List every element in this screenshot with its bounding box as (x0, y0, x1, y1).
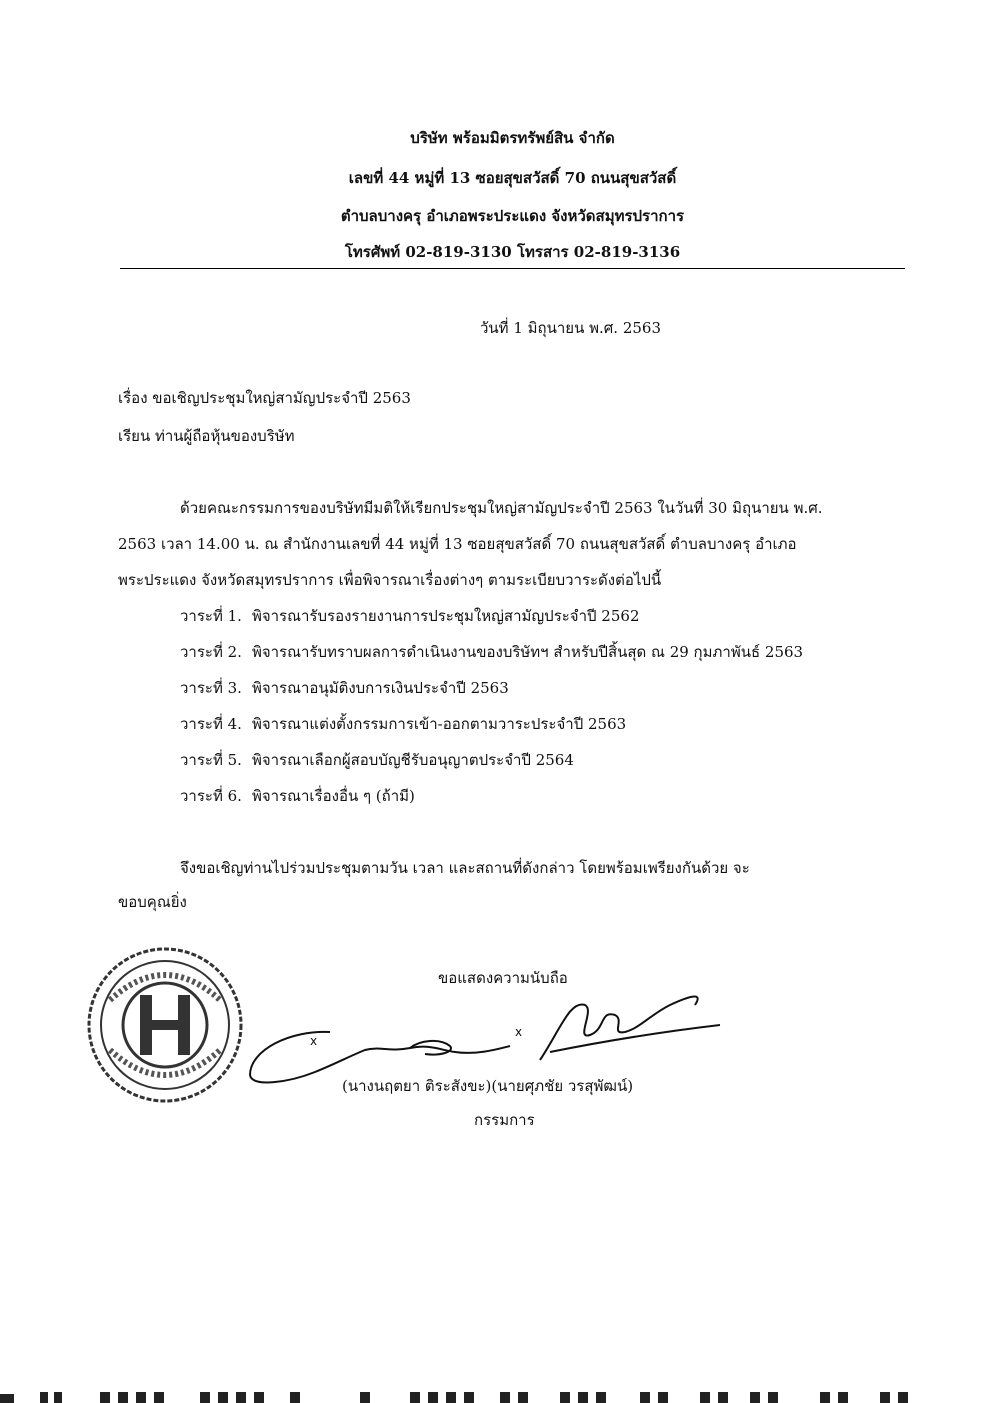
agenda-text: พิจารณารับรองรายงานการประชุมใหญ่สามัญประจำปี 2562 (251, 607, 640, 625)
closing-line-2: ขอบคุณยิ่ง (118, 893, 187, 911)
svg-text:x: x (515, 1025, 523, 1039)
agenda-item (180, 748, 574, 772)
scan-edge-artifact (0, 1390, 994, 1403)
company-seal-stamp (80, 940, 250, 1110)
closing-regards: ขอแสดงความนับถือ (438, 969, 568, 987)
agenda-number: วาระที่ 4. (180, 715, 242, 733)
agenda-number: วาระที่ 6. (180, 787, 242, 805)
signatory-names: (นางนฤตยา ติระสังขะ)(นายศุภชัย วรสุพัฒน์) (342, 1077, 634, 1095)
agenda-item (180, 784, 415, 808)
header-divider (120, 268, 905, 269)
agenda-number: วาระที่ 2. (180, 643, 242, 661)
agenda-item (180, 604, 639, 628)
svg-text:x: x (310, 1034, 318, 1048)
letter-subject: เรื่อง ขอเชิญประชุมใหญ่สามัญประจำปี 2563 (118, 389, 411, 407)
agenda-number: วาระที่ 5. (180, 751, 242, 769)
agenda-text: พิจารณาอนุมัติงบการเงินประจำปี 2563 (251, 679, 509, 697)
agenda-item (180, 712, 626, 736)
company-address-line2: ตำบลบางครุ อำเภอพระประแดง จังหวัดสมุทรปราการ (340, 207, 685, 225)
agenda-item (180, 640, 803, 664)
body-line-3: พระประแดง จังหวัดสมุทรปราการ เพื่อพิจารณาเรื่องต่างๆ ตามระเบียบวาระดังต่อไปนี้ (118, 571, 662, 589)
closing-line-1: จึงขอเชิญท่านไปร่วมประชุมตามวัน เวลา และสถานที่ดังกล่าว โดยพร้อมเพรียงกันด้วย จะ (180, 859, 750, 877)
company-name: บริษัท พร้อมมิตรทรัพย์สิน จำกัด (410, 129, 615, 147)
agenda-item (180, 676, 509, 700)
agenda-number: วาระที่ 1. (180, 607, 242, 625)
body-line-1: ด้วยคณะกรรมการของบริษัทมีมติให้เรียกประชุมใหญ่สามัญประจำปี 2563 ในวันที่ 30 มิถุนายน พ.ศ. (180, 499, 823, 517)
agenda-number: วาระที่ 3. (180, 679, 242, 697)
letter-date: วันที่ 1 มิถุนายน พ.ศ. 2563 (480, 319, 661, 337)
agenda-text: พิจารณาเลือกผู้สอบบัญชีรับอนุญาตประจำปี 2564 (251, 751, 574, 769)
signatory-title: กรรมการ (474, 1111, 535, 1129)
agenda-text: พิจารณารับทราบผลการดำเนินงานของบริษัทฯ สำหรับปีสิ้นสุด ณ 29 กุมภาพันธ์ 2563 (251, 643, 804, 661)
body-line-2: 2563 เวลา 14.00 น. ณ สำนักงานเลขที่ 44 หมู่ที่ 13 ซอยสุขสวัสดิ์ 70 ถนนสุขสวัสดิ์ ตำบลบางครุ อำเภอ (118, 535, 797, 553)
company-address-line1: เลขที่ 44 หมู่ที่ 13 ซอยสุขสวัสดิ์ 70 ถนนสุขสวัสดิ์ (348, 169, 677, 187)
agenda-text: พิจารณาแต่งตั้งกรรมการเข้า-ออกตามวาระประจำปี 2563 (251, 715, 627, 733)
agenda-text: พิจารณาเรื่องอื่น ๆ (ถ้ามี) (251, 787, 415, 805)
company-contact: โทรศัพท์ 02-819-3130 โทรสาร 02-819-3136 (344, 243, 681, 261)
letter-recipient: เรียน ท่านผู้ถือหุ้นของบริษัท (118, 427, 295, 445)
